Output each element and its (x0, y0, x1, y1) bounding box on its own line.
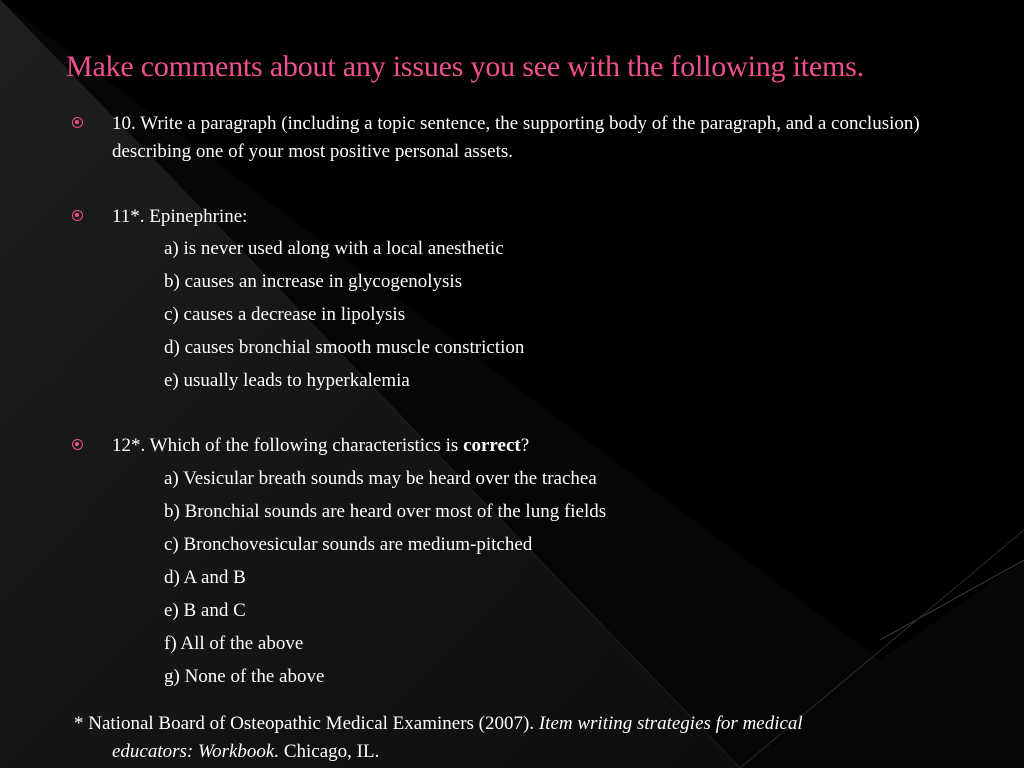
item-11-option: e) usually leads to hyperkalemia (164, 370, 410, 391)
item-12-option: c) Bronchovesicular sounds are medium-pitched (164, 534, 533, 555)
reference-suffix: Chicago, IL. (279, 741, 380, 762)
item-11-option: a) is never used along with a local anesthetic (164, 238, 504, 259)
item-12-text-after: ? (520, 435, 530, 456)
item-12-option: e) B and C (164, 600, 246, 621)
reference-prefix: * National Board of Osteopathic Medical Examiners (2007). (74, 713, 539, 734)
item-10-text: 10. Write a paragraph (including a topic sentence, the supporting body of the paragraph, and a conclusion) describing one of your most positive personal assets. (112, 113, 920, 162)
reference-title-part-1: Item writing strategies for medical (538, 713, 803, 734)
item-11-option: d) causes bronchial smooth muscle constriction (164, 337, 525, 358)
reference-citation (74, 710, 974, 766)
item-11-option: c) causes a decrease in lipolysis (164, 304, 406, 325)
item-12-option: d) A and B (164, 567, 246, 588)
item-12-text-bold: correct (463, 435, 521, 456)
item-12-option: b) Bronchial sounds are heard over most of the lung fields (164, 501, 607, 522)
item-11-text: 11*. Epinephrine: (112, 206, 248, 227)
item-11-option: b) causes an increase in glycogenolysis (164, 271, 463, 292)
page-title: Make comments about any issues you see with the following items. (66, 50, 864, 83)
bullet-icon (72, 210, 83, 221)
item-12-option: f) All of the above (164, 633, 304, 654)
item-12-option: g) None of the above (164, 666, 325, 687)
item-12-text-before: 12*. Which of the following characteristics is (112, 435, 464, 456)
bullet-icon (72, 117, 83, 128)
reference-title-part-2: educators: Workbook. (112, 741, 280, 762)
reference-line-2 (74, 738, 974, 766)
reference-line-1 (74, 710, 974, 738)
item-12-text (112, 432, 972, 460)
item-12-option: a) Vesicular breath sounds may be heard over the trachea (164, 468, 597, 489)
bullet-icon (72, 439, 83, 450)
